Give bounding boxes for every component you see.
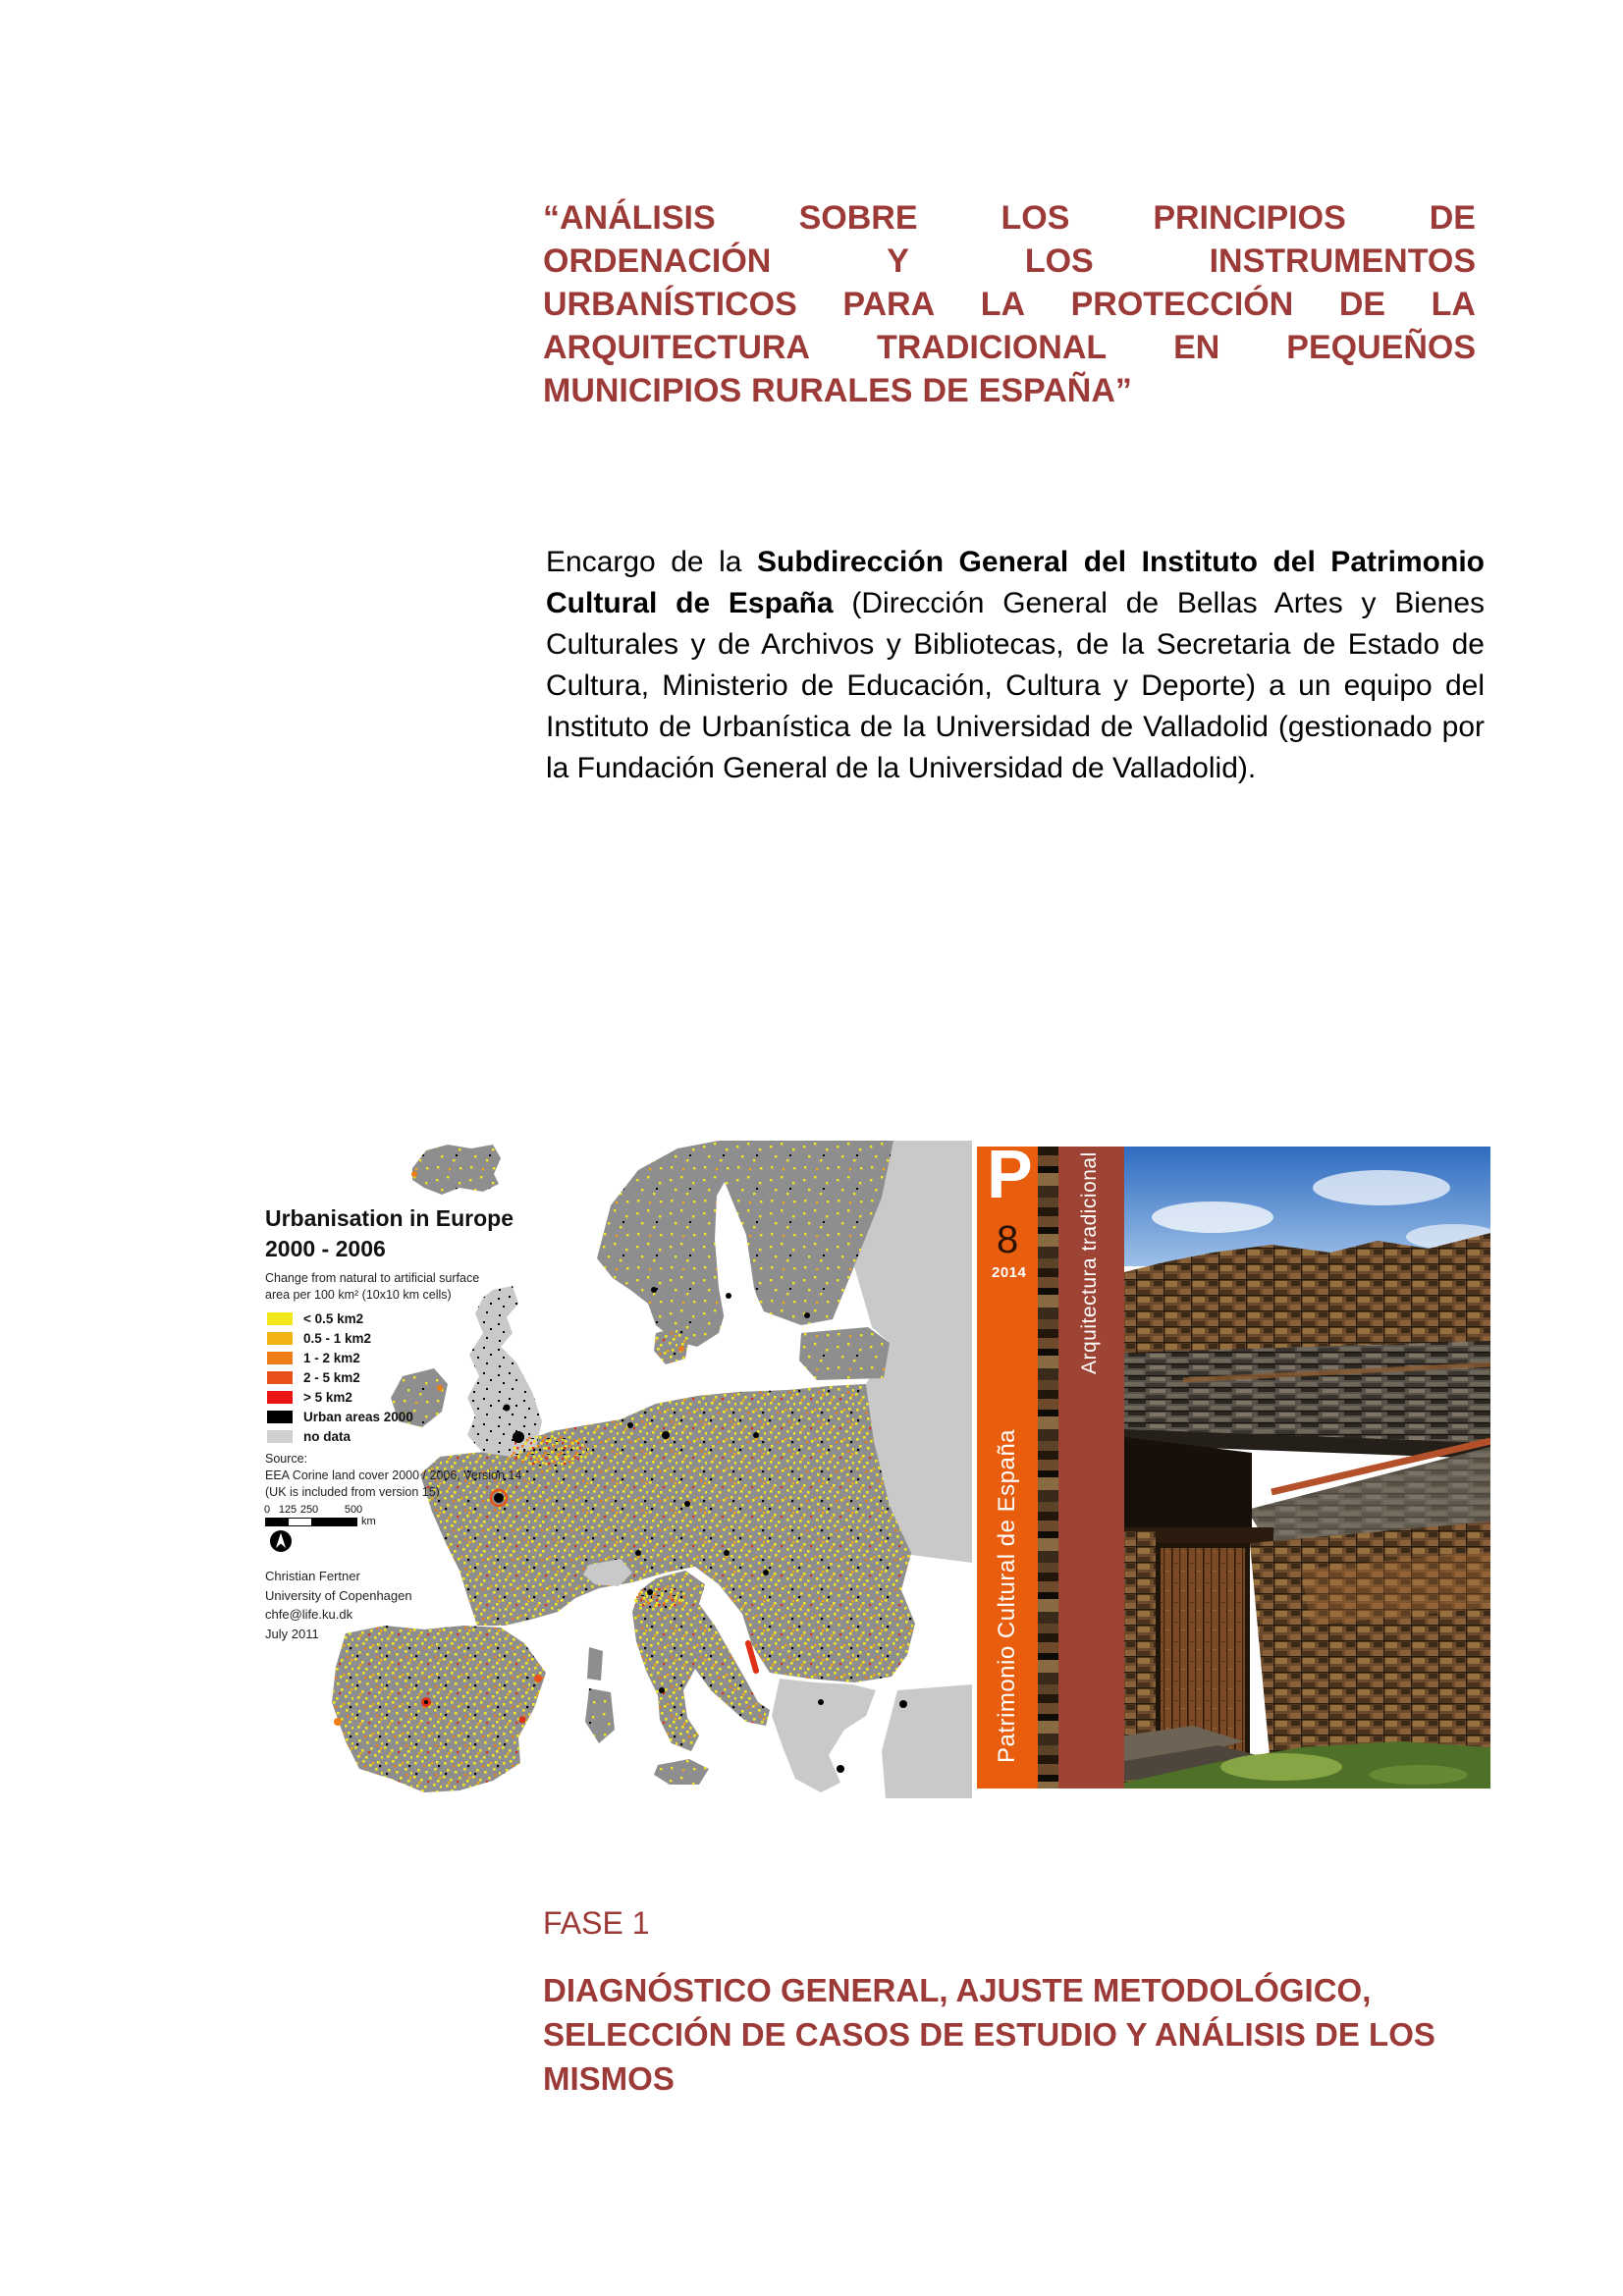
text-line: chfe@life.ku.dk: [265, 1607, 353, 1622]
map-source: [265, 1451, 521, 1501]
scale-unit: km: [361, 1516, 376, 1527]
cover-photo-strip: [1038, 1147, 1058, 1789]
map-title-line2: 2000 - 2006: [265, 1236, 386, 1261]
scale-tick: 500: [344, 1504, 363, 1516]
map-source-label: Source:: [265, 1452, 308, 1466]
text-line: “ANÁLISIS SOBRE LOS PRINCIPIOS DE: [543, 199, 1476, 237]
legend-label: Urban areas 2000: [303, 1409, 413, 1424]
map-credits: [265, 1567, 412, 1643]
legend-label: < 0.5 km2: [303, 1310, 364, 1326]
text-line: MUNICIPIOS RURALES DE ESPAÑA”: [543, 372, 1132, 409]
legend-swatch: [267, 1332, 293, 1345]
map-source-line1: EEA Corine land cover 2000 / 2006, Version 14: [265, 1468, 522, 1482]
scale-tick: 250: [299, 1504, 319, 1516]
legend-swatch: [267, 1411, 293, 1423]
text-line: Christian Fertner: [265, 1569, 360, 1583]
map-subtitle-line1: Change from natural to artificial surface: [265, 1271, 480, 1285]
intro-lead: Encargo de la: [546, 546, 757, 578]
intro-paragraph: [546, 542, 1485, 789]
map-scale-bar: [265, 1504, 393, 1529]
legend-swatch: [267, 1352, 293, 1364]
legend-swatch: [267, 1312, 293, 1325]
page-title: [543, 196, 1476, 412]
text-line: DIAGNÓSTICO GENERAL, AJUSTE METODOLÓGICO,: [543, 1972, 1372, 2008]
figure-book-cover: [977, 1136, 1490, 1789]
text-line: ARQUITECTURA TRADICIONAL EN PEQUEÑOS: [543, 329, 1476, 366]
map-title: [265, 1203, 514, 1264]
legend-row: [267, 1308, 413, 1328]
text-line: SELECCIÓN DE CASOS DE ESTUDIO Y ANÁLISIS DE LOS: [543, 2016, 1435, 2053]
map-subtitle: [265, 1270, 479, 1304]
legend-label: > 5 km2: [303, 1389, 352, 1405]
scale-tick: 125: [278, 1504, 298, 1516]
map-legend: [267, 1308, 413, 1446]
legend-swatch: [267, 1371, 293, 1384]
scale-bar-graphic: [265, 1518, 357, 1526]
figure-map-urbanisation-europe: [265, 1141, 972, 1798]
legend-row: [267, 1328, 413, 1348]
text-line: July 2011: [265, 1626, 319, 1641]
cover-logo-p: P: [987, 1136, 1033, 1212]
cover-spine-arquitectura-text: Arquitectura tradicional: [1078, 1151, 1101, 1374]
legend-swatch: [267, 1391, 293, 1404]
legend-label: 2 - 5 km2: [303, 1369, 360, 1385]
legend-row: [267, 1367, 413, 1387]
legend-swatch: [267, 1430, 293, 1443]
legend-label: no data: [303, 1428, 352, 1444]
text-line: ORDENACIÓN Y LOS INSTRUMENTOS: [543, 242, 1476, 280]
cover-issue-number: 8: [997, 1218, 1019, 1261]
legend-row: [267, 1407, 413, 1426]
intro-rest: (Dirección General de Bellas Artes y Bienes Culturales y de Archivos y Bibliotecas, de la Secretaria de Estado de Cultura, Ministerio de Educación, Cultura y Deporte) a un equipo del Instituto de Urbanística de la Universidad de Valladolid (gestionado por la Fundación General de la Universidad de Valladolid).: [546, 587, 1485, 784]
text-line: MISMOS: [543, 2060, 675, 2097]
north-arrow-icon: [269, 1529, 293, 1553]
map-source-line2: (UK is included from version 15): [265, 1485, 440, 1499]
legend-label: 1 - 2 km2: [303, 1350, 360, 1365]
cover-spine-patrimonio-text: Patrimonio Cultural de España: [994, 1428, 1020, 1763]
text-line: URBANÍSTICOS PARA LA PROTECCIÓN DE LA: [543, 286, 1476, 323]
legend-row: [267, 1387, 413, 1407]
map-title-line1: Urbanisation in Europe: [265, 1205, 514, 1231]
cover-year: 2014: [992, 1264, 1027, 1281]
fase-label: FASE 1: [543, 1905, 650, 1941]
legend-row: [267, 1348, 413, 1367]
cover-photo: [1124, 1147, 1490, 1789]
legend-label: 0.5 - 1 km2: [303, 1330, 372, 1346]
intro-bold: Subdirección General del Instituto del Patrimonio Cultural de España: [546, 546, 1485, 619]
text-line: University of Copenhagen: [265, 1587, 412, 1603]
map-subtitle-line2: area per 100 km² (10x10 km cells): [265, 1288, 452, 1302]
legend-row: [267, 1426, 413, 1446]
fase-heading: [543, 1968, 1486, 2101]
scale-tick: 0: [263, 1504, 271, 1516]
